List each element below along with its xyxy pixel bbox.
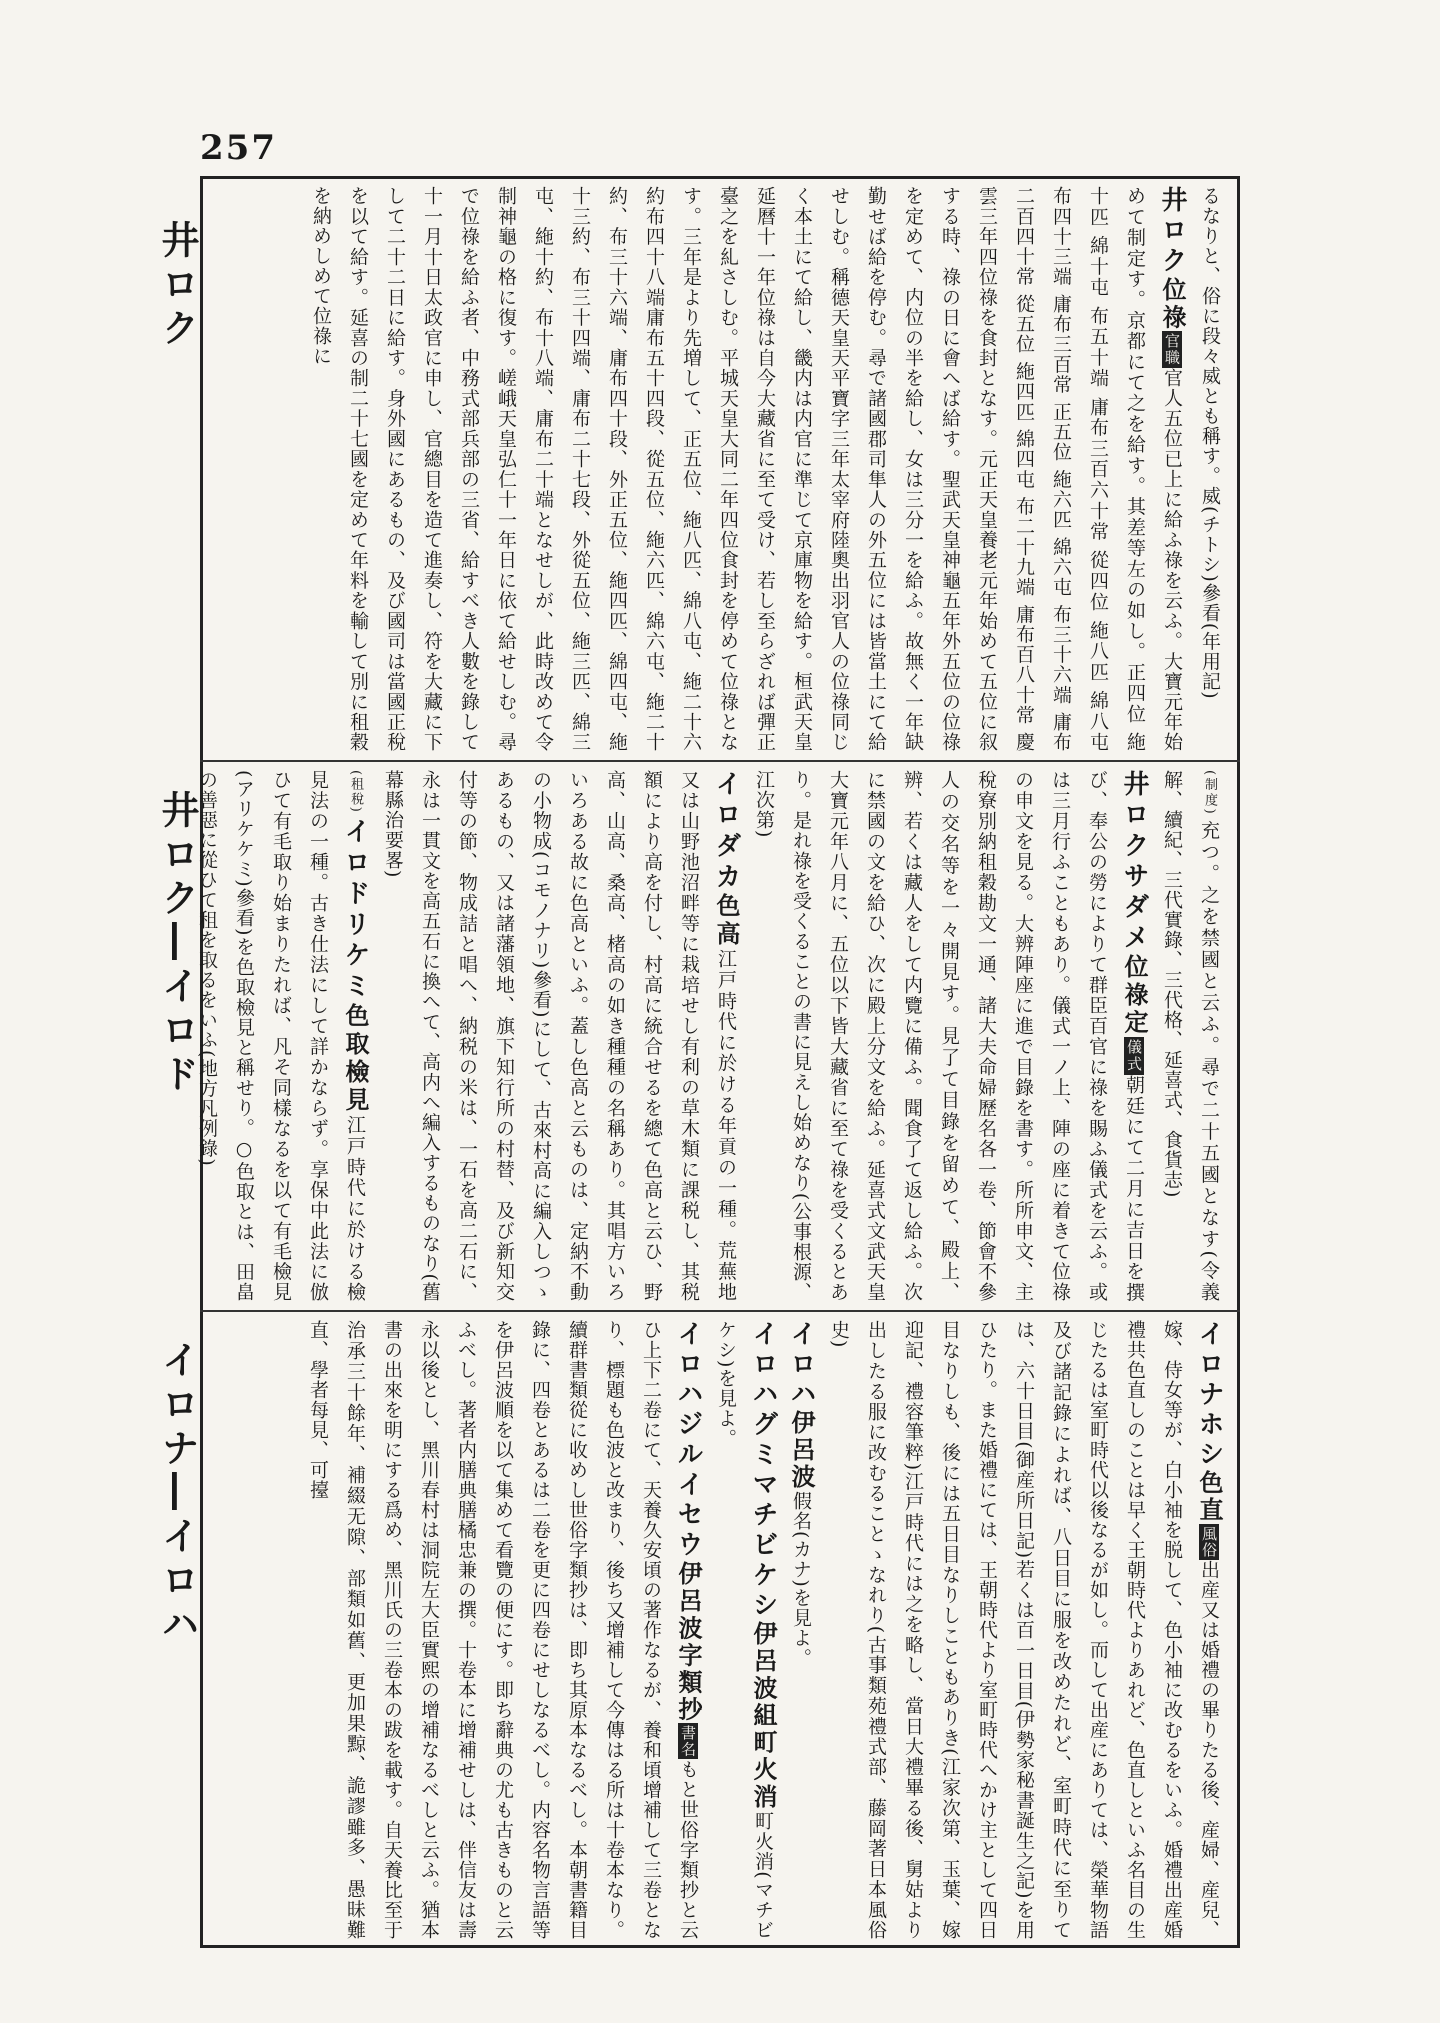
entry-kanji: 位祿	[1158, 276, 1187, 332]
entry-term: イロドリケミ	[340, 816, 370, 1004]
entry-text: 町火消(マチビケシ)を見よ。	[715, 1320, 774, 1941]
entry-kanji: 伊呂波字類抄	[674, 1560, 703, 1724]
section-middle	[196, 770, 1228, 1303]
entry-category: (制度)	[1202, 770, 1217, 815]
entry-kanji: 色高	[712, 893, 741, 949]
entry-text: 出産又は婚禮の畢りたる後、産婦、産兒、嫁、侍女等が、白小袖を脱して、色小袖に改むるをいふ。婚禮出産婚禮共色直しのことは早く王朝時代よりあれど、色直しといふ名目の生じたるは室町時代以後なるが如し。而して出産にありては、榮華物語及び諸記錄によれば、八日目に服を改めたれど、室町時代に至りては、六十日目(御産所日記)若くは百一日目(伊勢家秘書誕生之記)を用ひたり。また婚禮にては、王朝時代より室町時代へかけ主として四日目なりしも、後には五日目なりしこともありき(江家次第、玉葉、嫁迎記、禮容筆粹)江戸時代には之を略し、當日大禮畢る後、舅姑より出したる服に改むることゝなれり(古事類苑禮式部、藤岡著日本風俗史)	[828, 1320, 1220, 1940]
running-head-bottom: イロナ―イロハ	[155, 1340, 199, 1648]
entry-text: るなりと、俗に段々威とも稱す。威(チトシ)參看(年用記)	[1199, 186, 1221, 700]
entry-text: 充つ。之を禁國と云ふ。尋で二十五國となす(令義解、續紀、三代實錄、三代格、延喜式、食貨志)	[1161, 770, 1220, 1302]
entry-kanji: 色取檢見	[341, 1003, 370, 1115]
entry-text: 朝廷にて二月に吉日を撰び、奉公の勞によりて群臣百官に祿を賜ふ儀式を云ふ。或は三月行ふこともあり。儀式一ノ上、陣の座に着きて位祿の申文を見る。大辨陣座に進で目錄を書す。所所申文、主稅寮別納租穀勘文一通、諸大夫命婦歷名各一卷、節會不參人の交名等を一々開見す。見了て目錄を留めて、殿上、辨、若くは藏人をして内覽に備ふ。聞食了て返し給ふ。次に禁國の文を給ひ、次に殿上分文を給ふ。延喜式文武天皇大寶元年八月に、五位以下皆大藏省に至て祿を受くるとあり。是れ祿を受くることの書に見えし始めなり(公事根源、江次第)	[753, 770, 1145, 1303]
dictionary-entry	[707, 1320, 782, 1940]
entry-kanji: 色直	[1195, 1470, 1224, 1524]
dictionary-entry	[820, 1320, 1228, 1940]
dictionary-entry	[1153, 770, 1228, 1302]
dictionary-entry	[745, 770, 1153, 1302]
entry-tag: 儀式	[1125, 1039, 1143, 1073]
section-divider-2	[200, 1310, 1240, 1312]
dictionary-entry	[374, 770, 745, 1302]
page-number: 257	[200, 128, 277, 168]
running-head-middle: 井ロク―イロド	[155, 790, 199, 1098]
running-head-top: 井ロク	[155, 220, 199, 352]
entry-term: イロハグミマチビケシ	[748, 1320, 778, 1622]
section-bottom	[212, 1320, 1228, 1940]
entry-text: もと世俗字類抄と云ひ上下二卷にて、天養久安頃の著作なるが、養和頃增補して三卷となり、標題も色波と改まり、後ち又增補して今傳はる所は十卷本なり。續群書類從に收めし世俗字類抄は、即ち其原本なるべし。本朝書籍目錄に、四卷とあるは二卷を更に四卷にせしなるべし。内容名物言語等を伊呂波順を以て集めて看覽の便にす。即ち辭典の尤も古きものと云ふべし。著者内膳典膳橘忠兼の撰。十卷本に增補せしは、伴信友は壽永以後とし、黑川春村は洞院左大臣實熙の增補なるべしと云ふ。猶本書の出來を明にする爲め、黑川氏の三卷本の跋を載す。自天養比至于治承三十餘年、補綴无隙、部類如舊、更加果黥、詭謬雖多、愚昧難直、學者每見、可擡	[307, 1320, 699, 1941]
entry-kanji: 位祿定	[1120, 954, 1149, 1038]
entry-term: 井ロクサダメ	[1119, 770, 1149, 955]
dictionary-entry	[1191, 186, 1228, 752]
entry-kanji: 伊呂波組町火消	[749, 1621, 778, 1811]
entry-text: 江戸時代に於ける檢見法の一種。古き仕法にして詳かならず。享保中此法に倣ひて有毛取り始まりたれば、凡そ同樣なるを以て有毛檢見(アリケケミ)參看)を色取檢見と稱せり。○色取とは、田畠の善惡に從ひて租を取るをいふ(地方凡例錄)	[196, 770, 366, 1303]
entry-category: (租稅)	[348, 770, 363, 813]
entry-term: イロハジルイセウ	[673, 1320, 703, 1561]
entry-tag: 風俗	[1200, 1526, 1218, 1558]
entry-tag: 書名	[679, 1725, 697, 1758]
section-top	[212, 186, 1228, 752]
entry-kanji: 伊呂波	[787, 1410, 816, 1491]
section-divider-1	[200, 760, 1240, 762]
dictionary-entry	[782, 1320, 820, 1940]
entry-term: イロナホシ	[1194, 1320, 1224, 1470]
entry-tag: 官職	[1163, 333, 1181, 366]
dictionary-entry	[299, 1320, 707, 1940]
entry-text: 官人五位已上に給ふ祿を云ふ。大寶元年始めて制定す。京都にて之を給す。其差等左の如し。正四位 絁十匹 綿十屯 布五十端 庸布三百六十常 從四位 絁八匹 綿八屯 布四十三端 庸布三百常 正五位 絁六匹 綿六屯 布三十六端 庸布二百四十常 從五位 絁四匹 綿四屯 布二十九端 庸布百八十常 慶雲三年四位祿を食封となす。元正天皇養老元年始めて五位に叙する時、祿の日に會へば給す。聖武天皇神龜五年外五位の位祿を定めて、内位の半を給し、女は三分一を給ふ。故無く一年缺勤せば給を停む。尋で諸國郡司隼人の外五位には皆當土にて給せしむ。稱德天皇天平寶字三年太宰府陸奧出羽官人の位祿同じく本土にて給し、畿内は内官に準じて京庫物を給す。桓武天皇延曆十一年位祿は自今大藏省に至て受け、若し至らざれば彈正臺之を糺さしむ。平城天皇大同二年四位食封を停めて位祿となす。三年是より先増して、正五位、絁八匹、綿八屯、絁二十六約布四十八端庸布五十四段、從五位、絁六匹、綿六屯、絁二十約、布三十六端、庸布四十段、外正五位、絁四匹、綿四屯、絁十三約、布三十四端、庸布二十七段、外從五位、絁三匹、綿三屯、絁十約、布十八端、庸布二十端となせしが、此時改めて令制神龜の格に復す。嵯峨天皇弘仁十一年日に依て給せしむ。尋で位祿を給ふ者、中務式部兵部の三省、給すべき人數を錄して十一月十日太政官に申し、官總目を造て進奏し、符を大藏に下して二十二日に給す。身外國にあるもの、及び國司は當國正稅を以て給す。延喜の制二十七國を定めて年料を輸して別に租穀を納めしめて位祿に	[310, 186, 1183, 753]
dictionary-entry	[302, 186, 1191, 752]
dictionary-entry	[188, 770, 374, 1302]
entry-text: 江戸時代に於ける年貢の一種。荒蕪地又は山野池沼畔等に栽培せし有利の草木類に課税し、其税額により高を付し、村高に統合せるを總て色高と云ひ、野高、山高、桑高、楮高の如き種種の名稱あり。其唱方いろいろある故に色高といふ。蓋し色高と云ものは、定納不動の小物成(コモノナリ)參看)にして、古來村高に編入しつゝあるもの、又は諸藩領地、旗下知行所の村替、及び新知交付等の節、物成詰と唱へ、納税の米は、一石を高二石に、永は一貫文を高五石に換へて、高内へ編入するものなり(舊幕縣治要畧)	[382, 770, 737, 1303]
entry-term: 井ロク	[1157, 186, 1187, 277]
entry-term: イロダカ	[711, 770, 741, 894]
entry-term: イロハ	[786, 1320, 816, 1410]
entry-text: 假名(カナ)を見よ。	[790, 1491, 812, 1668]
